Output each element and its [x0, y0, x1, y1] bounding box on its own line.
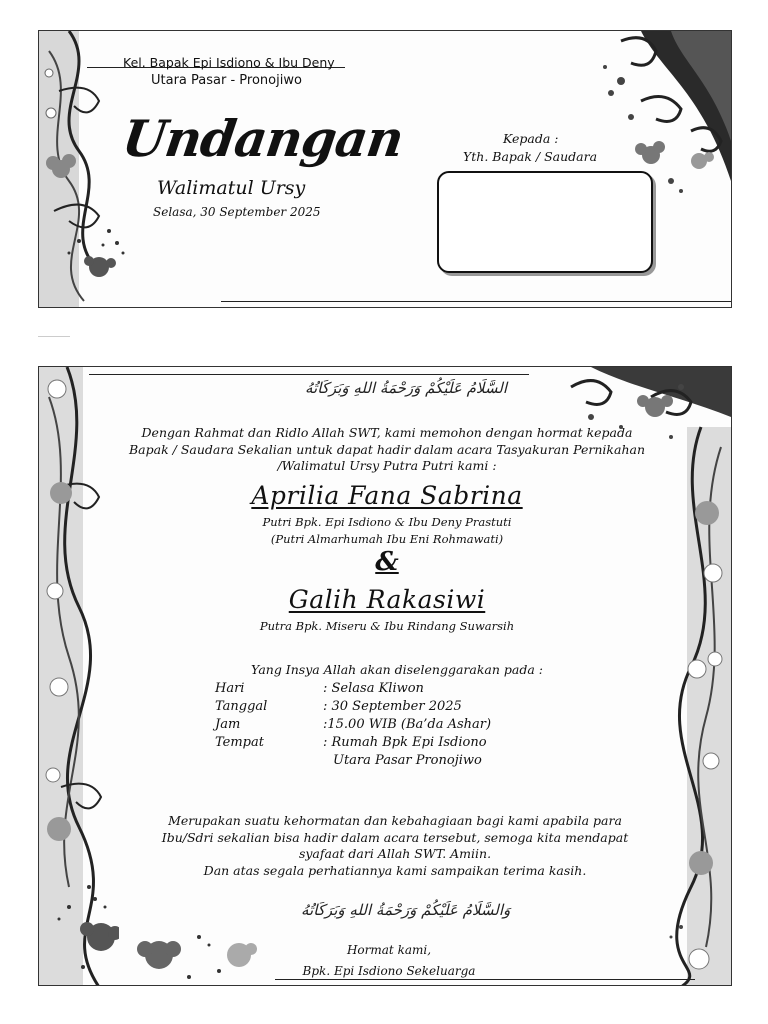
envelope-card: [38, 30, 732, 308]
detail-value-day: : Selasa Kliwon: [323, 681, 424, 696]
recipient-address-box: [437, 171, 653, 273]
detail-label-time: Jam: [215, 717, 241, 732]
bottom-border-rule: [275, 979, 695, 980]
section-separator: [38, 336, 70, 337]
closing-paragraph: [125, 813, 665, 879]
detail-label-day: Hari: [215, 681, 245, 696]
farewell-arabic-calligraphy: وَالسَّلَامُ عَلَيْكُمْ وَرَحْمَةُ اللهِ وَبَرَكَاتُهُ: [301, 901, 511, 919]
envelope-bottom-rule: [221, 301, 732, 302]
envelope-title: Undangan: [118, 109, 407, 168]
closing-line-2: Ibu/Sdri sekalian bisa hadir dalam acara tersebut, semoga kita mendapat: [161, 829, 629, 845]
detail-value-date: : 30 September 2025: [323, 699, 462, 714]
sender-address: Utara Pasar - Pronojiwo: [151, 73, 302, 88]
top-border-rule: [89, 374, 529, 375]
bride-parents: Putri Bpk. Epi Isdiono & Ibu Deny Prastuti: [262, 515, 512, 529]
envelope-subtitle: Walimatul Ursy: [157, 177, 306, 199]
sign-label: Hormat kami,: [346, 943, 432, 957]
bride-note: (Putri Almarhumah Ibu Eni Rohmawati): [270, 532, 504, 546]
floral-swirl-left-decoration: [39, 31, 129, 308]
sender-name: Kel. Bapak Epi Isdiono & Ibu Deny: [123, 55, 335, 70]
closing-line-1: Merupakan suatu kehormatan dan kebahagiaan bagi kami apabila para: [168, 813, 622, 828]
intro-line-3: /Walimatul Ursy Putra Putri kami :: [277, 458, 497, 473]
floral-border-left-decoration: [39, 367, 119, 986]
event-intro: Yang Insya Allah akan diselenggarakan pada :: [251, 662, 543, 677]
detail-value-place: : Rumah Bpk Epi Isdiono: [323, 735, 487, 750]
detail-value-time: :15.00 WIB (Ba’da Ashar): [323, 717, 492, 732]
to-label: Kepada :: [503, 131, 559, 146]
ampersand: &: [375, 547, 399, 577]
to-salutation: Yth. Bapak / Saudara: [463, 149, 598, 164]
invitation-letter: [38, 366, 732, 986]
groom-name: Galih Rakasiwi: [288, 585, 486, 614]
intro-line-1: Dengan Rahmat dan Ridlo Allah SWT, kami memohon dengan hormat kepada: [141, 425, 633, 440]
closing-line-3: syafaat dari Allah SWT. Amiin.: [298, 846, 492, 861]
bride-name: Aprilia Fana Sabrina: [251, 481, 523, 510]
closing-line-4: Dan atas segala perhatiannya kami sampaikan terima kasih.: [203, 862, 587, 878]
sign-name: Bpk. Epi Isdiono Sekeluarga: [302, 964, 476, 978]
intro-line-2: Bapak / Saudara Sekalian untuk dapat hadir dalam acara Tasyakuran Pernikahan: [129, 441, 645, 457]
detail-value-place-line2: Utara Pasar Pronojiwo: [333, 753, 482, 768]
groom-parents: Putra Bpk. Miseru & Ibu Rindang Suwarsih: [259, 619, 515, 633]
intro-paragraph: [109, 425, 665, 475]
greeting-arabic-calligraphy: السَّلَامُ عَلَيْكُمْ وَرَحْمَةُ اللهِ وَبَرَكَاتُهُ: [305, 379, 507, 397]
envelope-date: Selasa, 30 September 2025: [153, 205, 321, 219]
detail-label-place: Tempat: [215, 735, 264, 750]
detail-label-date: Tanggal: [215, 699, 268, 714]
